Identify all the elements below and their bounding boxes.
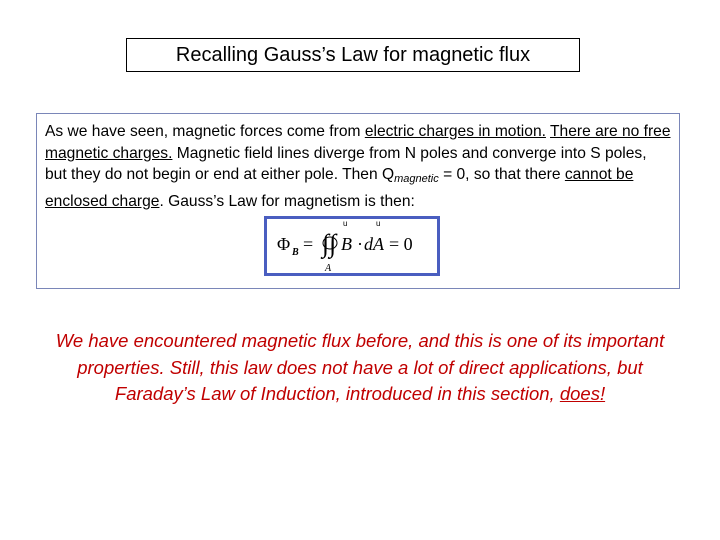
b-vector: B (341, 234, 352, 254)
explanation-paragraph (45, 121, 671, 212)
vector-mark-a: u (376, 219, 381, 228)
phi-symbol: Φ (277, 234, 291, 254)
dot-operator: · (357, 234, 363, 254)
underlined-phrase-no-free-charges: There are no free magnetic charges. (45, 123, 671, 162)
svg-text:∫∫: ∫∫ (322, 229, 337, 258)
vector-mark-b: u (343, 219, 348, 228)
closing-text: We have encountered magnetic flux before, and this is one of its important properties. Still, this law does not have a lot of direct applications, but Faraday’s Law of Induction, introduced in this section, (55, 330, 665, 404)
equation-graphic (267, 219, 437, 273)
para-text-3: Magnetic field lines diverge from N poles and converge into S poles, but they do not begin or end at either pole. Then Q (45, 144, 647, 184)
underlined-phrase-charges-in-motion: electric charges in motion. (364, 123, 546, 140)
gauss-law-equation (264, 216, 440, 276)
para-text-4: = 0, so that there (438, 166, 565, 184)
closing-remark (40, 328, 680, 408)
q-subscript: magnetic (394, 173, 439, 186)
integral-lower-limit: A (325, 263, 332, 273)
para-text-1: As we have seen, magnetic forces come from (45, 123, 365, 140)
closing-emphasis: does! (559, 383, 606, 404)
equals-zero: = 0 (389, 234, 413, 254)
para-text-5: . Gauss’s Law for magnetism is then: (159, 192, 415, 210)
phi-subscript: B (292, 247, 299, 258)
equals-sign: = (303, 234, 314, 254)
content-box (36, 113, 680, 289)
da-vector: dA (364, 234, 384, 254)
underlined-phrase-no-enclosed-charge: cannot be enclosed charge (45, 166, 634, 210)
closed-surface-integral-icon (320, 229, 338, 259)
slide-title-text: Recalling Gauss’s Law for magnetic flux (175, 44, 531, 66)
slide-title (126, 38, 580, 72)
